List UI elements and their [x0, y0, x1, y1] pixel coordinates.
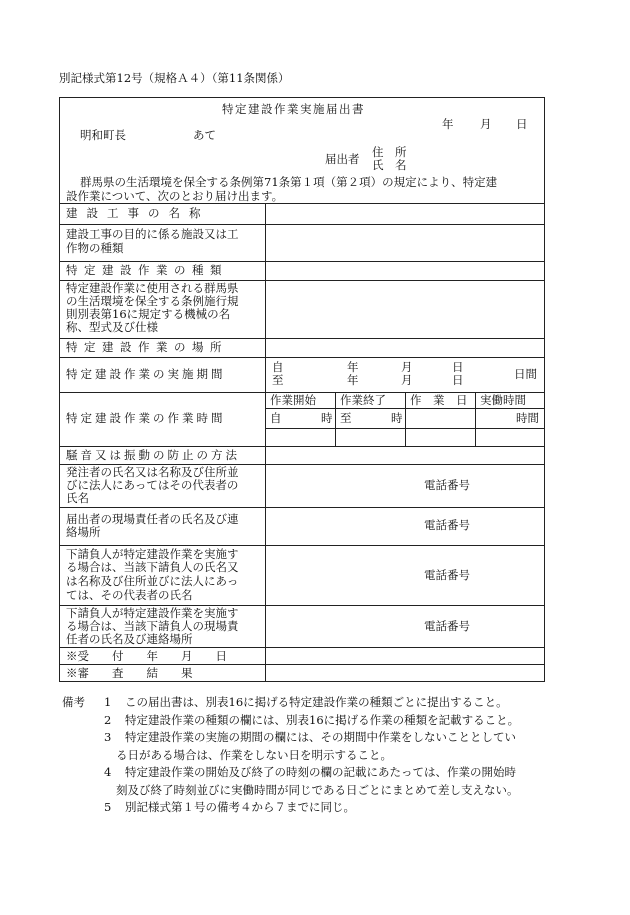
label-machine-3: 則別表第16に規定する機械の名 — [66, 307, 231, 321]
label-orderer-3: 氏名 — [66, 491, 89, 505]
notes-label: 備考 — [62, 695, 85, 709]
rule — [59, 446, 545, 447]
rule — [475, 392, 476, 446]
label-construction-name: 建設工事の名称 — [66, 206, 210, 220]
label-machine-1: 特定建設作業に使用される群馬県 — [66, 281, 239, 295]
note-4-number: 4 — [104, 765, 112, 779]
label-sub-1: 下請負人が特定建設作業を実施す — [66, 547, 239, 561]
note-3-line-1: 特定建設作業の実施の期間の欄には、その期間中作業をしないこととしてい — [125, 730, 516, 744]
label-site-manager-2: 絡場所 — [66, 525, 101, 539]
period-days: 日間 — [514, 367, 537, 381]
note-1: この届出書は、別表16に掲げる特定建設作業の種類ごとに提出すること。 — [125, 695, 508, 709]
note-2-number: 2 — [104, 712, 112, 727]
rule — [59, 357, 545, 358]
addressee: 明和町長 — [80, 128, 126, 142]
addressee-suffix: あて — [193, 128, 216, 142]
work-days-header: 作 業 日 — [410, 393, 468, 407]
label-received: ※受 付 年 月 日 — [66, 649, 227, 663]
label-period: 特定建設作業の実施期間 — [66, 367, 226, 381]
label-hours: 特定建設作業の作業時間 — [66, 411, 226, 425]
hours-to-unit: 時 — [391, 411, 403, 425]
address-label: 住 所 — [372, 145, 407, 159]
hours-end-header: 作業終了 — [340, 393, 386, 407]
actual-hours-header: 実働時間 — [480, 393, 526, 407]
site-manager-phone: 電話番号 — [424, 518, 470, 532]
label-machine-4: 称、型式及び仕様 — [66, 320, 158, 334]
sub-manager-phone: 電話番号 — [424, 619, 470, 633]
label-site-manager-1: 届出者の現場責任者の氏名及び連 — [66, 512, 239, 526]
name-label: 氏 名 — [372, 158, 407, 172]
date-month: 月 — [480, 117, 492, 131]
rule — [59, 545, 545, 546]
period-to-year: 年 — [347, 373, 359, 387]
rule — [59, 507, 545, 508]
label-orderer-1: 発注者の氏名又は名称及び住所並 — [66, 465, 239, 479]
rule — [59, 261, 545, 262]
note-2: 特定建設作業の種類の欄には、別表16に掲げる作業の種類を記載すること。 — [125, 712, 520, 727]
hours-from: 自 — [270, 411, 282, 425]
note-4-line-1: 特定建設作業の開始及び終了の時刻の欄の記載にあたっては、作業の開始時 — [125, 765, 516, 779]
rule — [59, 338, 545, 339]
note-1-number: 1 — [104, 695, 112, 709]
label-facility-type-2: 作物の種類 — [66, 241, 124, 255]
label-sub-manager-1: 下請負人が特定建設作業を実施す — [66, 606, 239, 620]
date-year: 年 — [442, 117, 454, 131]
period-from-year: 年 — [347, 360, 359, 374]
period-to-day: 日 — [452, 373, 464, 387]
hours-start-header: 作業開始 — [270, 393, 316, 407]
period-from: 自 — [272, 360, 284, 374]
rule — [59, 224, 545, 225]
label-machine-2: の生活環境を保全する条例施行規 — [66, 294, 239, 308]
label-orderer-2: びに法人にあってはその代表者の — [66, 478, 239, 492]
hours-from-unit: 時 — [321, 411, 333, 425]
label-work-type: 特定建設作業の種類 — [66, 263, 228, 277]
label-sub-manager-2: る場合は、当該下請負人の現場責 — [66, 619, 239, 633]
period-to-month: 月 — [401, 373, 413, 387]
actual-hours-unit: 時間 — [516, 411, 539, 425]
sub-phone: 電話番号 — [424, 568, 470, 582]
note-3-number: 3 — [104, 730, 112, 744]
label-sub-manager-3: 任者の氏名及び連絡場所 — [66, 632, 193, 646]
intro-line-2: 設作業について、次のとおり届け出ます。 — [66, 189, 284, 203]
rule — [59, 203, 545, 204]
notifier-label: 届出者 — [325, 152, 360, 166]
rule — [335, 392, 336, 446]
note-5: 別記様式第１号の備考４から７までに同じ。 — [125, 800, 355, 814]
note-5-number: 5 — [104, 800, 112, 814]
label-location: 特定建設作業の場所 — [66, 340, 228, 354]
period-from-month: 月 — [401, 360, 413, 374]
period-from-day: 日 — [452, 360, 464, 374]
intro-line-1: 群馬県の生活環境を保全する条例第71条第１項（第２項）の規定により、特定建 — [80, 175, 498, 189]
note-3-line-2: る日がある場合は、作業をしない日を明示すること。 — [116, 747, 392, 762]
label-sub-4: ては、その代表者の氏名 — [66, 588, 193, 602]
form-number: 別記様式第12号（規格Ａ４）（第11条関係） — [59, 71, 290, 85]
label-facility-type-1: 建設工事の目的に係る施設又は工 — [66, 227, 239, 241]
rule — [405, 392, 406, 446]
date-day: 日 — [516, 117, 528, 131]
period-to: 至 — [272, 373, 284, 387]
label-sub-2: る場合は、当該下請負人の氏名又 — [66, 560, 239, 574]
hours-to: 至 — [340, 411, 352, 425]
form-title: 特定建設作業実施届出書 — [222, 102, 365, 116]
label-sub-3: は名称及び住所並びに法人にあっ — [66, 574, 239, 588]
orderer-phone: 電話番号 — [424, 478, 470, 492]
rule — [265, 203, 266, 682]
label-review: ※審 査 結 果 — [66, 666, 193, 680]
rule — [59, 647, 545, 648]
note-4-line-2: 刻及び終了時刻並びに実働時間が同じである日ごとにまとめて差し支えない。 — [116, 782, 519, 797]
label-noise-method: 騒音又は振動の防止の方法 — [66, 448, 240, 462]
rule — [59, 664, 545, 665]
